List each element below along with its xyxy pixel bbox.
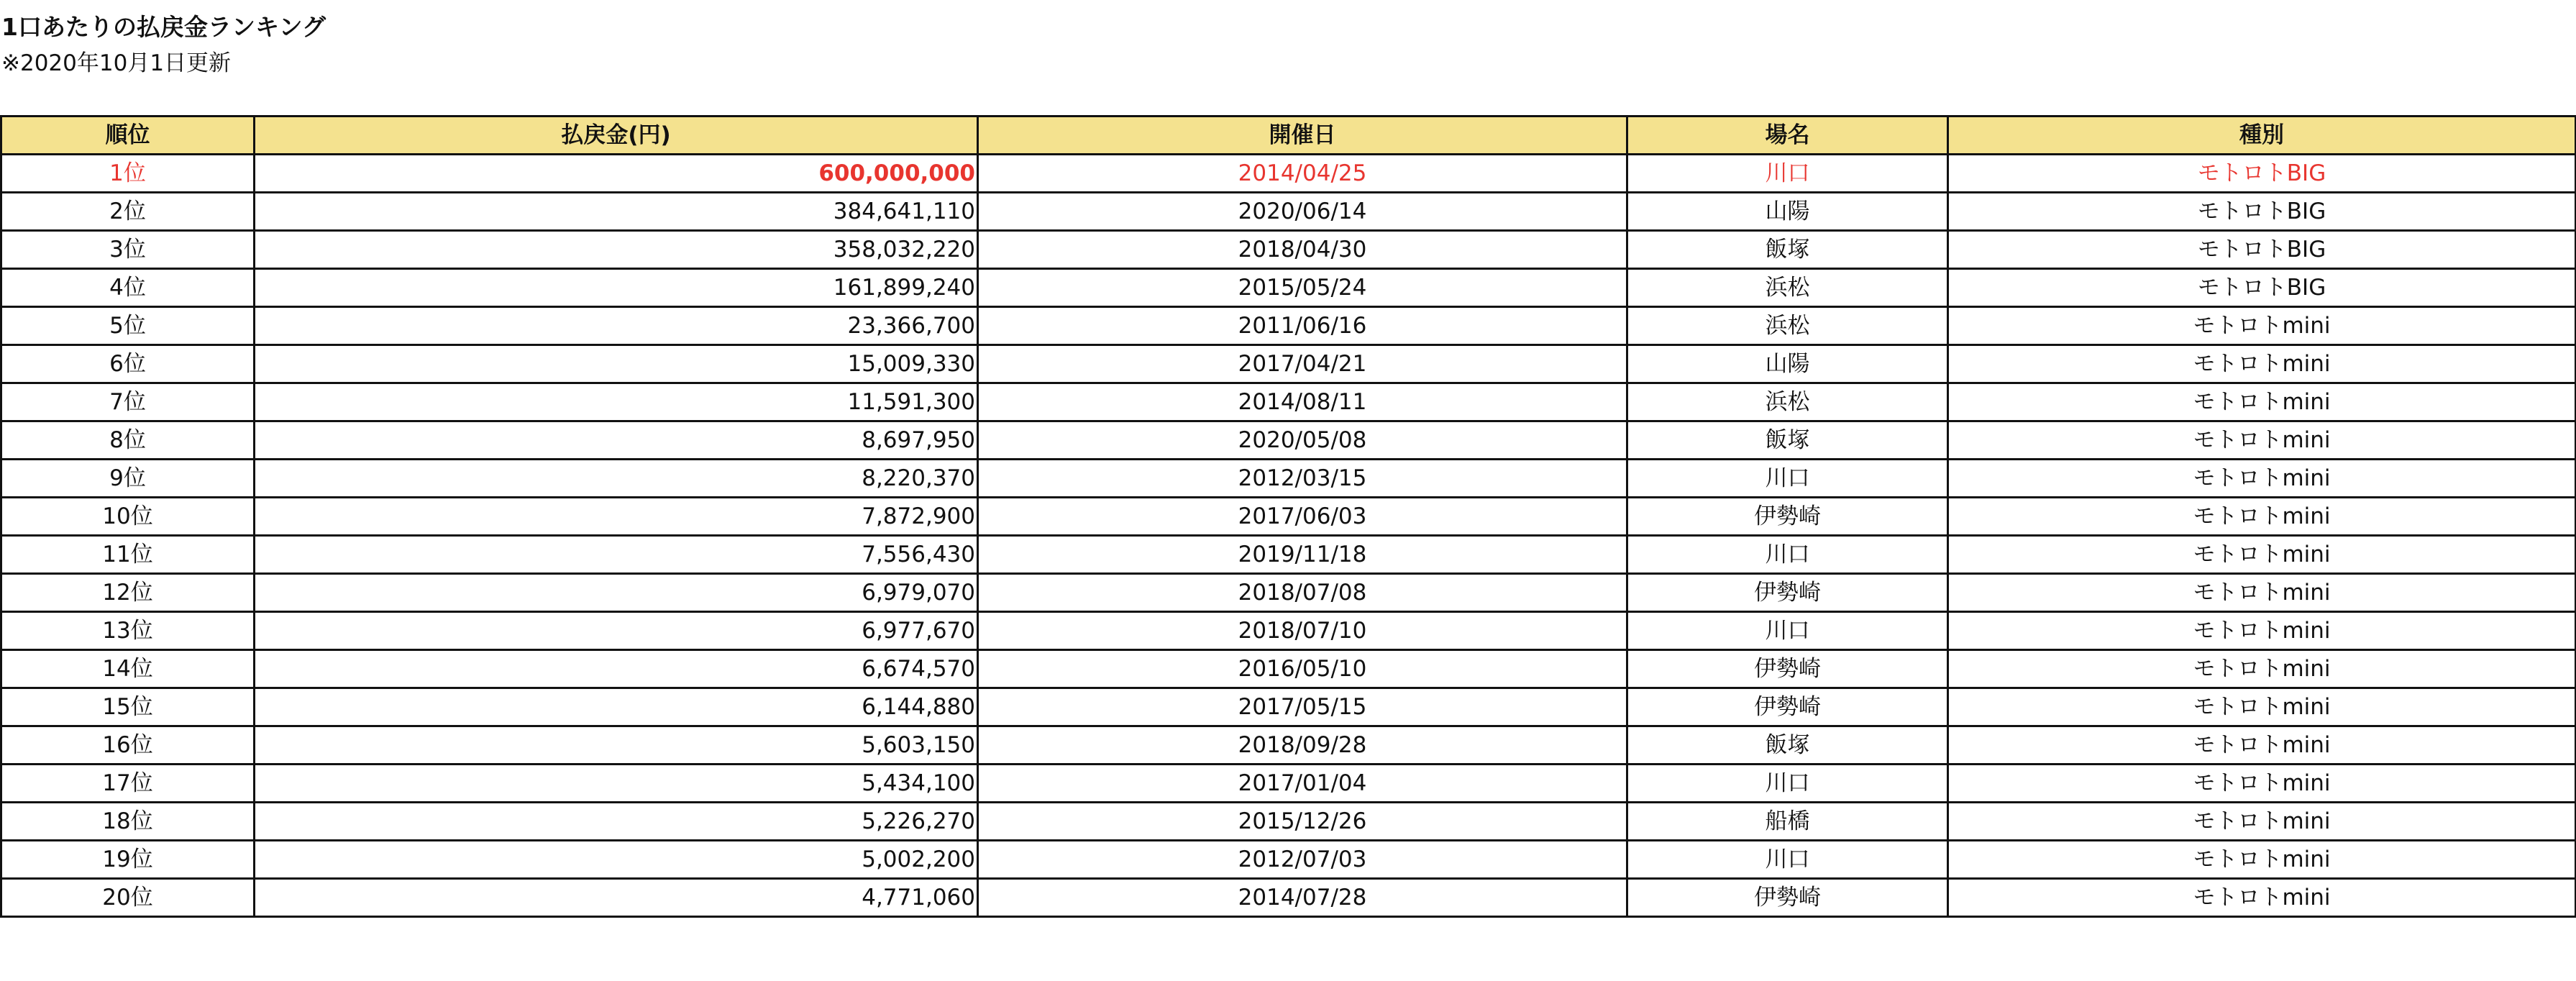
cell-rank: 8位 <box>1 421 255 460</box>
cell-rank: 4位 <box>1 269 255 307</box>
cell-date: 2016/05/10 <box>978 650 1627 688</box>
cell-payout: 5,603,150 <box>255 726 978 765</box>
cell-rank: 12位 <box>1 574 255 612</box>
cell-date: 2012/07/03 <box>978 841 1627 879</box>
cell-venue: 飯塚 <box>1627 231 1948 269</box>
table-row <box>1 879 2576 917</box>
table-row <box>1 193 2576 231</box>
cell-rank: 10位 <box>1 498 255 536</box>
cell-venue: 山陽 <box>1627 345 1948 383</box>
cell-rank: 20位 <box>1 879 255 917</box>
table-row <box>1 345 2576 383</box>
cell-rank: 6位 <box>1 345 255 383</box>
cell-date: 2015/05/24 <box>978 269 1627 307</box>
table-row <box>1 612 2576 650</box>
header-payout: 払戻金(円) <box>255 117 978 155</box>
cell-date: 2018/07/08 <box>978 574 1627 612</box>
header-rank: 順位 <box>1 117 255 155</box>
cell-venue: 川口 <box>1627 612 1948 650</box>
table-row <box>1 841 2576 879</box>
page-title: 1口あたりの払戻金ランキング <box>1 13 326 41</box>
cell-type: モトロトBIG <box>1948 269 2576 307</box>
cell-rank: 9位 <box>1 460 255 498</box>
cell-rank: 13位 <box>1 612 255 650</box>
table-row <box>1 688 2576 726</box>
cell-rank: 19位 <box>1 841 255 879</box>
cell-payout: 6,144,880 <box>255 688 978 726</box>
cell-venue: 伊勢崎 <box>1627 688 1948 726</box>
cell-payout: 161,899,240 <box>255 269 978 307</box>
cell-venue: 川口 <box>1627 841 1948 879</box>
cell-venue: 飯塚 <box>1627 421 1948 460</box>
cell-venue: 川口 <box>1627 536 1948 574</box>
cell-payout: 600,000,000 <box>255 155 978 193</box>
table-row <box>1 155 2576 193</box>
cell-type: モトロトmini <box>1948 421 2576 460</box>
cell-date: 2015/12/26 <box>978 803 1627 841</box>
table-row <box>1 307 2576 345</box>
table-row <box>1 536 2576 574</box>
cell-type: モトロトBIG <box>1948 231 2576 269</box>
cell-venue: 川口 <box>1627 460 1948 498</box>
cell-type: モトロトmini <box>1948 841 2576 879</box>
cell-payout: 11,591,300 <box>255 383 978 421</box>
update-note: ※2020年10月1日更新 <box>1 50 232 76</box>
cell-type: モトロトBIG <box>1948 193 2576 231</box>
cell-date: 2017/04/21 <box>978 345 1627 383</box>
cell-type: モトロトmini <box>1948 307 2576 345</box>
cell-rank: 3位 <box>1 231 255 269</box>
cell-date: 2017/06/03 <box>978 498 1627 536</box>
cell-rank: 16位 <box>1 726 255 765</box>
header-date: 開催日 <box>978 117 1627 155</box>
cell-rank: 5位 <box>1 307 255 345</box>
cell-date: 2017/01/04 <box>978 765 1627 803</box>
table-row <box>1 726 2576 765</box>
cell-type: モトロトmini <box>1948 460 2576 498</box>
cell-payout: 7,872,900 <box>255 498 978 536</box>
cell-venue: 伊勢崎 <box>1627 574 1948 612</box>
cell-payout: 5,002,200 <box>255 841 978 879</box>
payout-ranking-table <box>0 115 2576 918</box>
cell-venue: 浜松 <box>1627 383 1948 421</box>
cell-date: 2018/09/28 <box>978 726 1627 765</box>
cell-payout: 8,697,950 <box>255 421 978 460</box>
header-venue: 場名 <box>1627 117 1948 155</box>
cell-type: モトロトmini <box>1948 688 2576 726</box>
table-row <box>1 269 2576 307</box>
table-row <box>1 650 2576 688</box>
table-body <box>1 155 2576 917</box>
cell-venue: 飯塚 <box>1627 726 1948 765</box>
table-row <box>1 803 2576 841</box>
cell-date: 2011/06/16 <box>978 307 1627 345</box>
cell-rank: 18位 <box>1 803 255 841</box>
cell-date: 2014/08/11 <box>978 383 1627 421</box>
cell-rank: 7位 <box>1 383 255 421</box>
cell-type: モトロトmini <box>1948 383 2576 421</box>
cell-type: モトロトmini <box>1948 498 2576 536</box>
table-row <box>1 231 2576 269</box>
cell-type: モトロトmini <box>1948 726 2576 765</box>
cell-rank: 11位 <box>1 536 255 574</box>
cell-payout: 5,434,100 <box>255 765 978 803</box>
cell-type: モトロトmini <box>1948 574 2576 612</box>
cell-payout: 4,771,060 <box>255 879 978 917</box>
cell-rank: 14位 <box>1 650 255 688</box>
cell-venue: 川口 <box>1627 155 1948 193</box>
table-header-row <box>1 117 2576 155</box>
cell-venue: 浜松 <box>1627 307 1948 345</box>
table-row <box>1 460 2576 498</box>
cell-rank: 2位 <box>1 193 255 231</box>
cell-payout: 6,979,070 <box>255 574 978 612</box>
cell-type: モトロトmini <box>1948 765 2576 803</box>
table-row <box>1 383 2576 421</box>
cell-venue: 川口 <box>1627 765 1948 803</box>
cell-payout: 15,009,330 <box>255 345 978 383</box>
cell-date: 2020/05/08 <box>978 421 1627 460</box>
cell-venue: 浜松 <box>1627 269 1948 307</box>
cell-type: モトロトmini <box>1948 803 2576 841</box>
cell-date: 2014/07/28 <box>978 879 1627 917</box>
cell-date: 2018/07/10 <box>978 612 1627 650</box>
cell-payout: 8,220,370 <box>255 460 978 498</box>
table-row <box>1 574 2576 612</box>
cell-type: モトロトmini <box>1948 345 2576 383</box>
cell-type: モトロトBIG <box>1948 155 2576 193</box>
header-type: 種別 <box>1948 117 2576 155</box>
cell-date: 2020/06/14 <box>978 193 1627 231</box>
cell-payout: 6,977,670 <box>255 612 978 650</box>
cell-type: モトロトmini <box>1948 650 2576 688</box>
cell-date: 2019/11/18 <box>978 536 1627 574</box>
cell-date: 2018/04/30 <box>978 231 1627 269</box>
cell-payout: 7,556,430 <box>255 536 978 574</box>
cell-type: モトロトmini <box>1948 536 2576 574</box>
cell-venue: 伊勢崎 <box>1627 498 1948 536</box>
cell-payout: 6,674,570 <box>255 650 978 688</box>
cell-rank: 15位 <box>1 688 255 726</box>
table-row <box>1 421 2576 460</box>
cell-venue: 伊勢崎 <box>1627 879 1948 917</box>
table-row <box>1 765 2576 803</box>
table-row <box>1 498 2576 536</box>
cell-payout: 5,226,270 <box>255 803 978 841</box>
cell-venue: 山陽 <box>1627 193 1948 231</box>
cell-payout: 23,366,700 <box>255 307 978 345</box>
cell-date: 2014/04/25 <box>978 155 1627 193</box>
cell-rank: 17位 <box>1 765 255 803</box>
cell-venue: 船橋 <box>1627 803 1948 841</box>
cell-venue: 伊勢崎 <box>1627 650 1948 688</box>
cell-rank: 1位 <box>1 155 255 193</box>
cell-date: 2017/05/15 <box>978 688 1627 726</box>
cell-type: モトロトmini <box>1948 879 2576 917</box>
cell-payout: 384,641,110 <box>255 193 978 231</box>
cell-date: 2012/03/15 <box>978 460 1627 498</box>
cell-type: モトロトmini <box>1948 612 2576 650</box>
cell-payout: 358,032,220 <box>255 231 978 269</box>
